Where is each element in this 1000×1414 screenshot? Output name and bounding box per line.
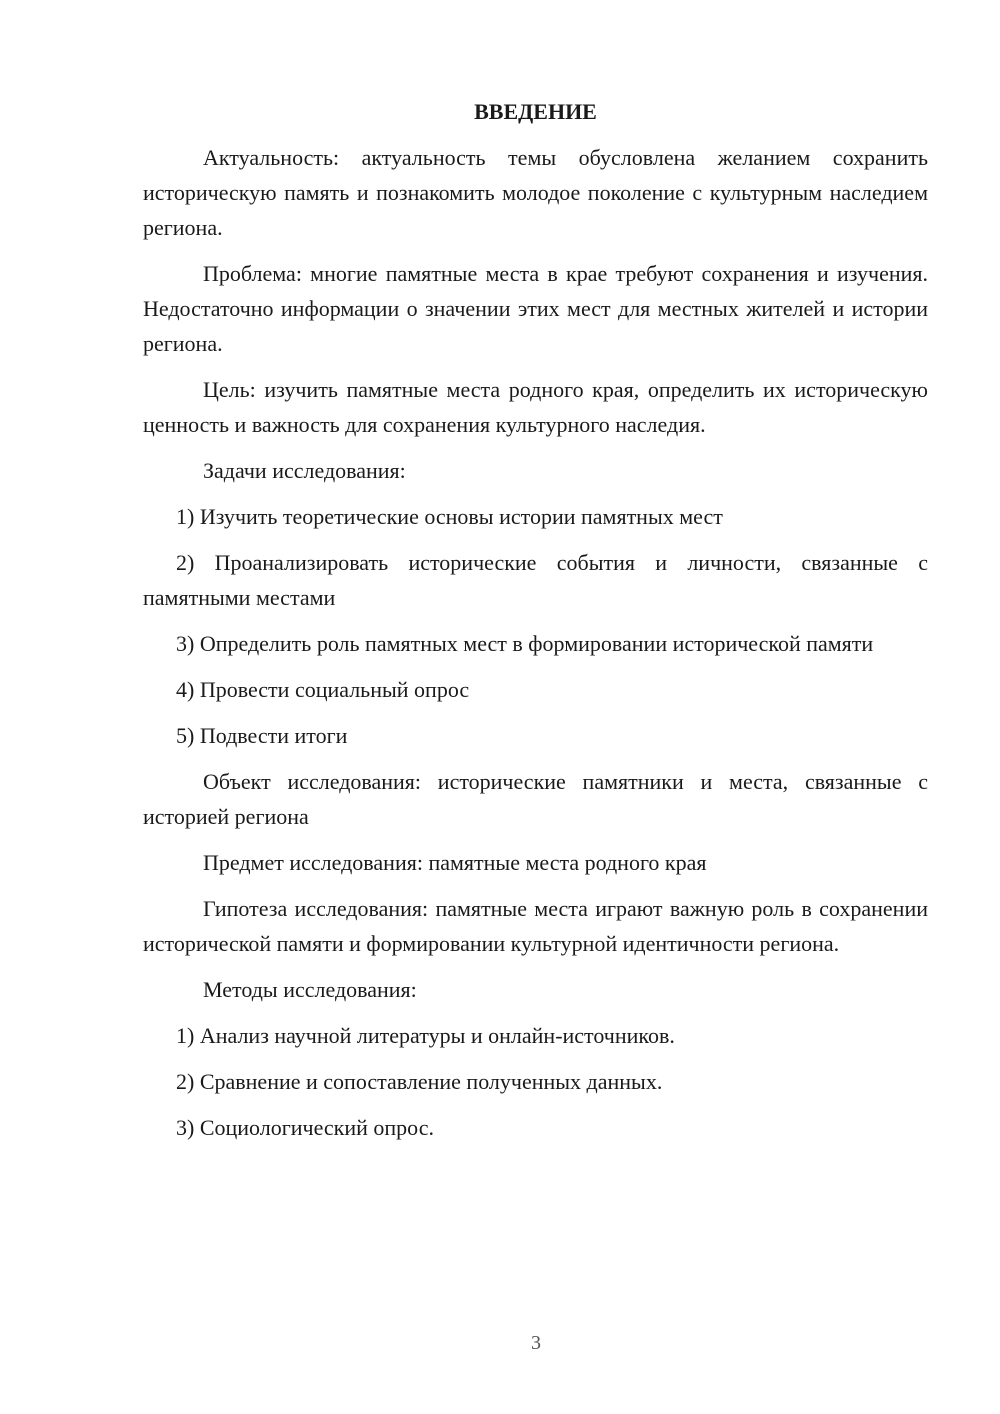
page-number: 3 [531, 1332, 541, 1354]
object-paragraph: Объект исследования: исторические памятники и места, связанные с историей региона [143, 769, 928, 829]
methods-heading: Методы исследования: [203, 977, 417, 1002]
method-item: 3) Социологический опрос. [176, 1115, 434, 1140]
task-item: 2) Проанализировать исторические события и личности, связанные с памятными местами [143, 550, 928, 610]
task-item: 1) Изучить теоретические основы истории памятных мест [176, 504, 723, 529]
method-item: 2) Сравнение и сопоставление полученных данных. [176, 1069, 663, 1094]
goal-paragraph: Цель: изучить памятные места родного края, определить их историческую ценность и важность для сохранения культурного наследия. [143, 377, 928, 437]
task-item: 5) Подвести итоги [176, 723, 348, 748]
subject-paragraph: Предмет исследования: памятные места родного края [203, 850, 707, 875]
document-body [143, 94, 928, 1156]
page-title: ВВЕДЕНИЕ [474, 99, 597, 124]
hypothesis-paragraph: Гипотеза исследования: памятные места играют важную роль в сохранении исторической памяти и формировании культурной идентичности региона. [143, 896, 928, 956]
task-item: 4) Провести социальный опрос [176, 677, 470, 702]
task-item: 3) Определить роль памятных мест в формировании исторической памяти [176, 631, 874, 656]
tasks-heading: Задачи исследования: [203, 458, 406, 483]
method-item: 1) Анализ научной литературы и онлайн-источников. [176, 1023, 675, 1048]
problem-paragraph: Проблема: многие памятные места в крае требуют сохранения и изучения. Недостаточно информации о значении этих мест для местных жителей и истории региона. [143, 261, 928, 356]
relevance-paragraph: Актуальность: актуальность темы обусловлена желанием сохранить историческую память и познакомить молодое поколение с культурным наследием региона. [143, 145, 928, 240]
